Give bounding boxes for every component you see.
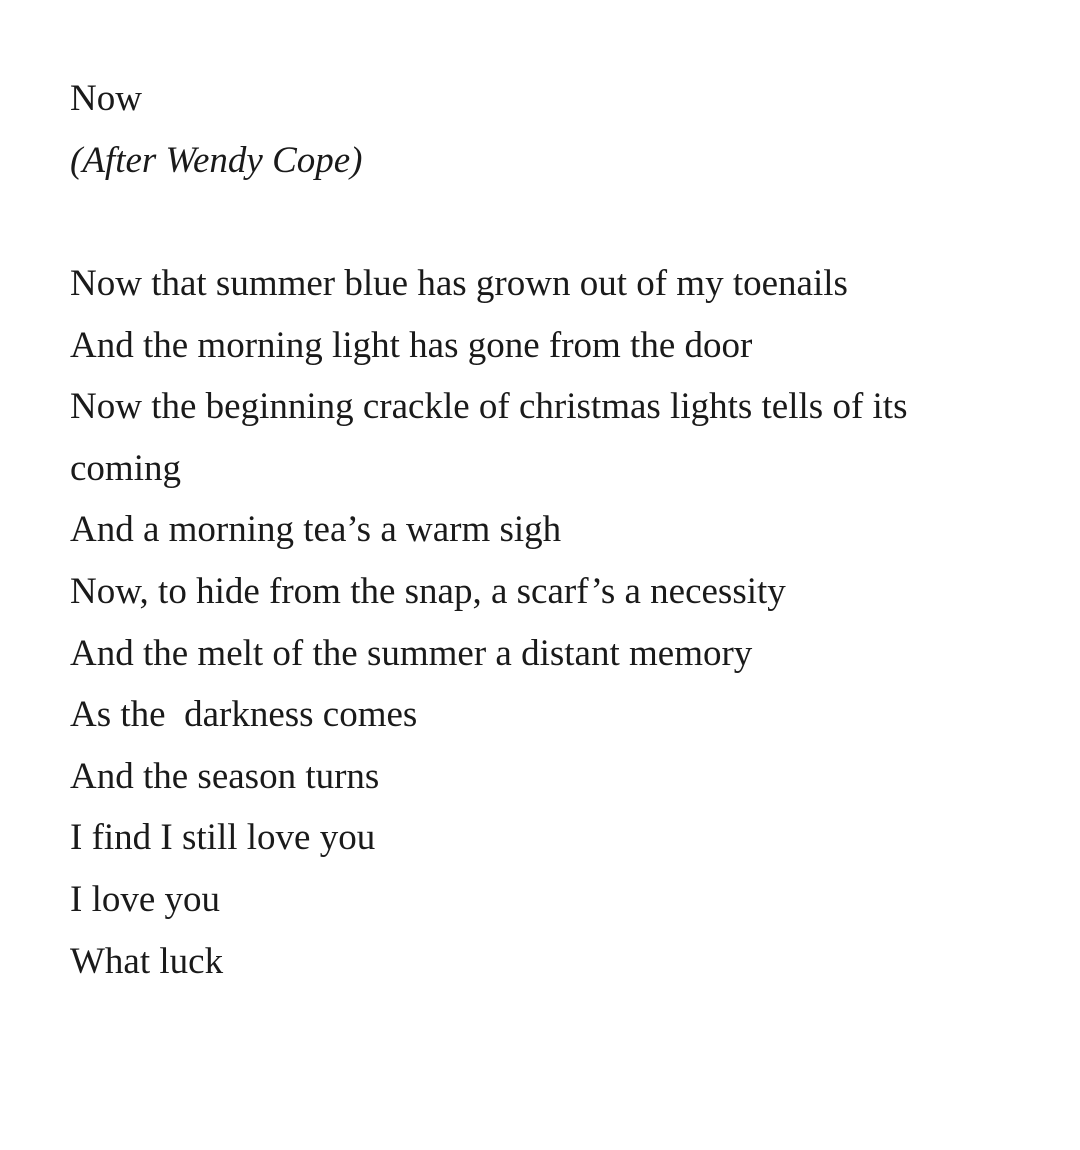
poem-line: Now, to hide from the snap, a scarf’s a necessity bbox=[70, 570, 786, 612]
poem-line: What luck bbox=[70, 940, 224, 982]
poem-line: Now that summer blue has grown out of my toenails bbox=[70, 263, 848, 304]
poem-line: I find I still love you bbox=[70, 817, 376, 859]
poem-stanza bbox=[70, 253, 1030, 992]
poem-line: And the melt of the summer a distant memory bbox=[70, 632, 753, 674]
poem-line: And the morning light has gone from the door bbox=[70, 324, 753, 366]
poem-line: I love you bbox=[70, 878, 221, 920]
poem-subtitle: (After Wendy Cope) bbox=[70, 140, 363, 181]
poem-line: And a morning tea’s a warm sigh bbox=[70, 509, 562, 551]
poem-line: And the season turns bbox=[70, 755, 380, 797]
poem bbox=[70, 68, 1030, 992]
poem-line: Now the beginning crackle of christmas lights tells of its bbox=[70, 386, 908, 428]
poem-line: coming bbox=[70, 447, 181, 489]
poem-line: As the darkness comes bbox=[70, 694, 418, 736]
poem-title: Now bbox=[70, 78, 142, 119]
